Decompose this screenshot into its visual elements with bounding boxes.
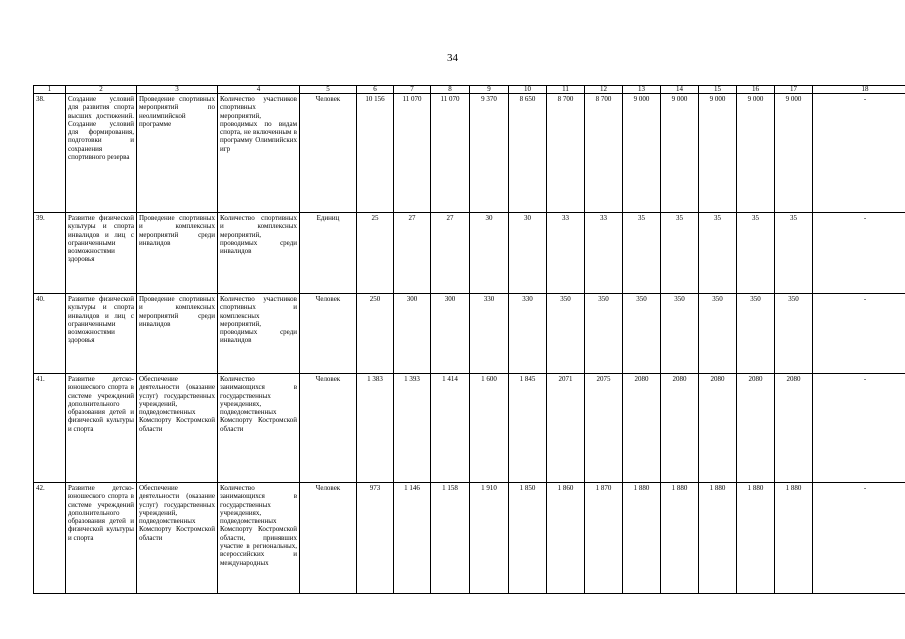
unit-cell: Единиц — [300, 213, 357, 294]
column-header: 9 — [470, 86, 509, 94]
row-number: 40. — [34, 294, 66, 374]
table-row — [34, 294, 905, 374]
event-cell: Обеспечение деятельности (оказание услуг) государственных учреждений, подведомственных Комспорту Костромской области — [137, 483, 218, 594]
value-cell: 35 — [661, 213, 699, 294]
value-cell: 1 880 — [623, 483, 661, 594]
value-cell: 1 414 — [431, 374, 470, 483]
column-header: 10 — [509, 86, 547, 94]
value-cell: 11 070 — [431, 94, 470, 213]
goal-cell: Развитие физической культуры и спорта инвалидов и лиц с ограниченными возможностями здоровья — [66, 294, 137, 374]
column-header: 3 — [137, 86, 218, 94]
page-number: 34 — [447, 52, 458, 64]
unit-cell: Человек — [300, 94, 357, 213]
value-cell: 30 — [509, 213, 547, 294]
column-header: 6 — [357, 86, 394, 94]
column-header: 4 — [218, 86, 300, 94]
column-header: 12 — [585, 86, 623, 94]
event-cell: Проведение спортивных и комплексных мероприятий среди инвалидов — [137, 294, 218, 374]
row-number: 39. — [34, 213, 66, 294]
value-cell: 1 910 — [470, 483, 509, 594]
table-row — [34, 94, 905, 213]
value-cell: 300 — [431, 294, 470, 374]
value-cell: 350 — [699, 294, 737, 374]
column-header: 13 — [623, 86, 661, 94]
indicator-cell: Количество занимающихся в государственных учреждениях, подведомственных Комспорту Костромской области, принявших участие в региональных, всероссийских и международных — [218, 483, 300, 594]
value-cell: 1 880 — [775, 483, 813, 594]
value-cell: 1 146 — [394, 483, 431, 594]
value-cell: 250 — [357, 294, 394, 374]
value-cell: 300 — [394, 294, 431, 374]
value-cell: 33 — [547, 213, 585, 294]
event-cell: Проведение спортивных и комплексных мероприятий среди инвалидов — [137, 213, 218, 294]
value-cell: 33 — [585, 213, 623, 294]
value-cell: 1 880 — [699, 483, 737, 594]
column-header: 2 — [66, 86, 137, 94]
column-header: 16 — [737, 86, 775, 94]
note-cell: - — [813, 374, 905, 483]
value-cell: 9 000 — [623, 94, 661, 213]
value-cell: 30 — [470, 213, 509, 294]
unit-cell: Человек — [300, 483, 357, 594]
value-cell: 2080 — [661, 374, 699, 483]
value-cell: 1 383 — [357, 374, 394, 483]
value-cell: 27 — [394, 213, 431, 294]
column-header: 14 — [661, 86, 699, 94]
value-cell: 2080 — [623, 374, 661, 483]
column-header: 5 — [300, 86, 357, 94]
unit-cell: Человек — [300, 294, 357, 374]
unit-cell: Человек — [300, 374, 357, 483]
value-cell: 10 156 — [357, 94, 394, 213]
event-cell: Проведение спортивных мероприятий по неолимпийской программе — [137, 94, 218, 213]
row-number: 42. — [34, 483, 66, 594]
value-cell: 1 850 — [509, 483, 547, 594]
indicators-table — [33, 85, 905, 594]
table-row — [34, 483, 905, 594]
value-cell: 350 — [547, 294, 585, 374]
indicator-cell: Количество участников спортивных мероприятий, проводимых по видам спорта, не включенным в программу Олимпийских игр — [218, 94, 300, 213]
value-cell: 25 — [357, 213, 394, 294]
value-cell: 350 — [623, 294, 661, 374]
value-cell: 1 860 — [547, 483, 585, 594]
value-cell: 1 845 — [509, 374, 547, 483]
value-cell: 8 650 — [509, 94, 547, 213]
column-header: 1 — [34, 86, 66, 94]
column-header: 18 — [813, 86, 905, 94]
value-cell: 330 — [509, 294, 547, 374]
value-cell: 350 — [775, 294, 813, 374]
row-number: 38. — [34, 94, 66, 213]
value-cell: 35 — [737, 213, 775, 294]
value-cell: 1 870 — [585, 483, 623, 594]
value-cell: 2080 — [737, 374, 775, 483]
indicator-cell: Количество спортивных и комплексных мероприятий, проводимых среди инвалидов — [218, 213, 300, 294]
event-cell: Обеспечение деятельности (оказание услуг) государственных учреждений, подведомственных Комспорту Костромской области — [137, 374, 218, 483]
note-cell: - — [813, 294, 905, 374]
value-cell: 2080 — [775, 374, 813, 483]
value-cell: 2080 — [699, 374, 737, 483]
column-header: 8 — [431, 86, 470, 94]
value-cell: 1 880 — [737, 483, 775, 594]
value-cell: 9 000 — [699, 94, 737, 213]
value-cell: 1 158 — [431, 483, 470, 594]
value-cell: 330 — [470, 294, 509, 374]
note-cell: - — [813, 94, 905, 213]
note-cell: - — [813, 213, 905, 294]
value-cell: 35 — [699, 213, 737, 294]
goal-cell: Создание условий для развития спорта высших достижений. Создание условий для формирования, подготовки и сохранения спортивного резерва — [66, 94, 137, 213]
value-cell: 9 000 — [775, 94, 813, 213]
value-cell: 11 070 — [394, 94, 431, 213]
value-cell: 35 — [775, 213, 813, 294]
row-number: 41. — [34, 374, 66, 483]
value-cell: 2075 — [585, 374, 623, 483]
indicator-cell: Количество занимающихся в государственных учреждениях, подведомственных Комспорту Костромской области — [218, 374, 300, 483]
value-cell: 350 — [737, 294, 775, 374]
value-cell: 1 393 — [394, 374, 431, 483]
table-row — [34, 213, 905, 294]
value-cell: 8 700 — [585, 94, 623, 213]
value-cell: 27 — [431, 213, 470, 294]
value-cell: 350 — [585, 294, 623, 374]
table-header-row — [34, 86, 905, 94]
value-cell: 9 000 — [661, 94, 699, 213]
value-cell: 9 370 — [470, 94, 509, 213]
value-cell: 9 000 — [737, 94, 775, 213]
value-cell: 350 — [661, 294, 699, 374]
column-header: 15 — [699, 86, 737, 94]
value-cell: 8 700 — [547, 94, 585, 213]
indicator-cell: Количество участников спортивных и комплексных мероприятий, проводимых среди инвалидов — [218, 294, 300, 374]
value-cell: 973 — [357, 483, 394, 594]
goal-cell: Развитие детско-юношеского спорта в системе учреждений дополнительного образования детей и физической культуры и спорта — [66, 483, 137, 594]
value-cell: 1 880 — [661, 483, 699, 594]
note-cell: - — [813, 483, 905, 594]
value-cell: 35 — [623, 213, 661, 294]
value-cell: 1 600 — [470, 374, 509, 483]
table-row — [34, 374, 905, 483]
goal-cell: Развитие физической культуры и спорта инвалидов и лиц с ограниченными возможностями здоровья — [66, 213, 137, 294]
goal-cell: Развитие детско-юношеского спорта в системе учреждений дополнительного образования детей и физической культуры и спорта — [66, 374, 137, 483]
column-header: 7 — [394, 86, 431, 94]
column-header: 11 — [547, 86, 585, 94]
value-cell: 2071 — [547, 374, 585, 483]
column-header: 17 — [775, 86, 813, 94]
